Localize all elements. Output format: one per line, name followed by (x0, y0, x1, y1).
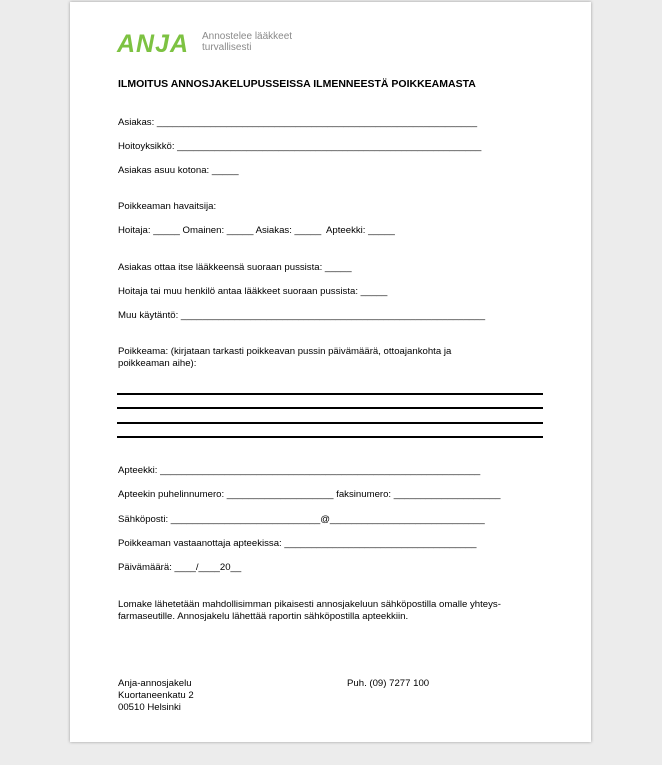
sahkoposti-field[interactable]: Sähköposti: ____________________________@_____________________________ (118, 514, 485, 525)
footer-company-name: Anja-annosjakelu (118, 678, 192, 689)
footer-phone: Puh. (09) 7277 100 (347, 678, 430, 689)
ottaa-itse-field[interactable]: Asiakas ottaa itse lääkkeensä suoraan pussista: _____ (118, 262, 352, 273)
logo-mark: ANJA (117, 30, 190, 58)
asiakas-field[interactable]: Asiakas: ____________________________________________________________ (118, 117, 478, 128)
footer-address (118, 678, 194, 714)
poikkeama-writing-line-3[interactable] (117, 422, 543, 424)
poikkeama-writing-line-1[interactable] (117, 393, 543, 395)
hoitoyksikko-field[interactable]: Hoitoyksikkö: _________________________________________________________ (118, 141, 482, 152)
havaitsija-options[interactable]: Hoitaja: _____ Omainen: _____ Asiakas: _____ Apteekki: _____ (118, 225, 395, 236)
asuu-kotona-field[interactable]: Asiakas asuu kotona: _____ (118, 165, 239, 176)
poikkeama-label (118, 346, 451, 370)
logo-tagline (202, 31, 292, 53)
submission-note (118, 599, 501, 623)
paivamaara-field[interactable]: Päivämäärä: ____/____20__ (118, 562, 242, 573)
form-title: ILMOITUS ANNOSJAKELUPUSSEISSA ILMENNEESTÄ POIKKEAMASTA (118, 78, 476, 90)
apteekki-field[interactable]: Apteekki: ____________________________________________________________ (118, 465, 481, 476)
form-page (70, 2, 591, 742)
poikkeama-label-line-1: Poikkeama: (kirjataan tarkasti poikkeavan pussin päivämäärä, ottoajankohta ja (118, 346, 452, 357)
muu-kaytanto-field[interactable]: Muu käytäntö: _________________________________________________________ (118, 310, 486, 321)
puhelin-faksi-field[interactable]: Apteekin puhelinnumero: ____________________ faksinumero: ____________________ (118, 489, 501, 500)
poikkeama-writing-line-4[interactable] (117, 436, 543, 438)
logo-tagline-line-1: Annostelee lääkkeet (202, 31, 293, 42)
poikkeama-writing-line-2[interactable] (117, 407, 543, 409)
submission-note-line-2: farmaseutille. Annosjakelu lähettää raportin sähköpostilla apteekkiin. (118, 611, 409, 622)
logo-tagline-line-2: turvallisesti (202, 42, 252, 53)
hoitaja-antaa-field[interactable]: Hoitaja tai muu henkilö antaa lääkkeet suoraan pussista: _____ (118, 286, 388, 297)
havaitsija-label: Poikkeaman havaitsija: (118, 201, 217, 212)
poikkeama-label-line-2: poikkeaman aihe): (118, 358, 197, 369)
submission-note-line-1: Lomake lähetetään mahdollisimman pikaisesti annosjakeluun sähköpostilla omalle yhteys- (118, 599, 501, 610)
vastaanottaja-field[interactable]: Poikkeaman vastaanottaja apteekissa: ____________________________________ (118, 538, 477, 549)
footer-street: Kuortaneenkatu 2 (118, 690, 194, 701)
footer-city: 00510 Helsinki (118, 702, 181, 713)
